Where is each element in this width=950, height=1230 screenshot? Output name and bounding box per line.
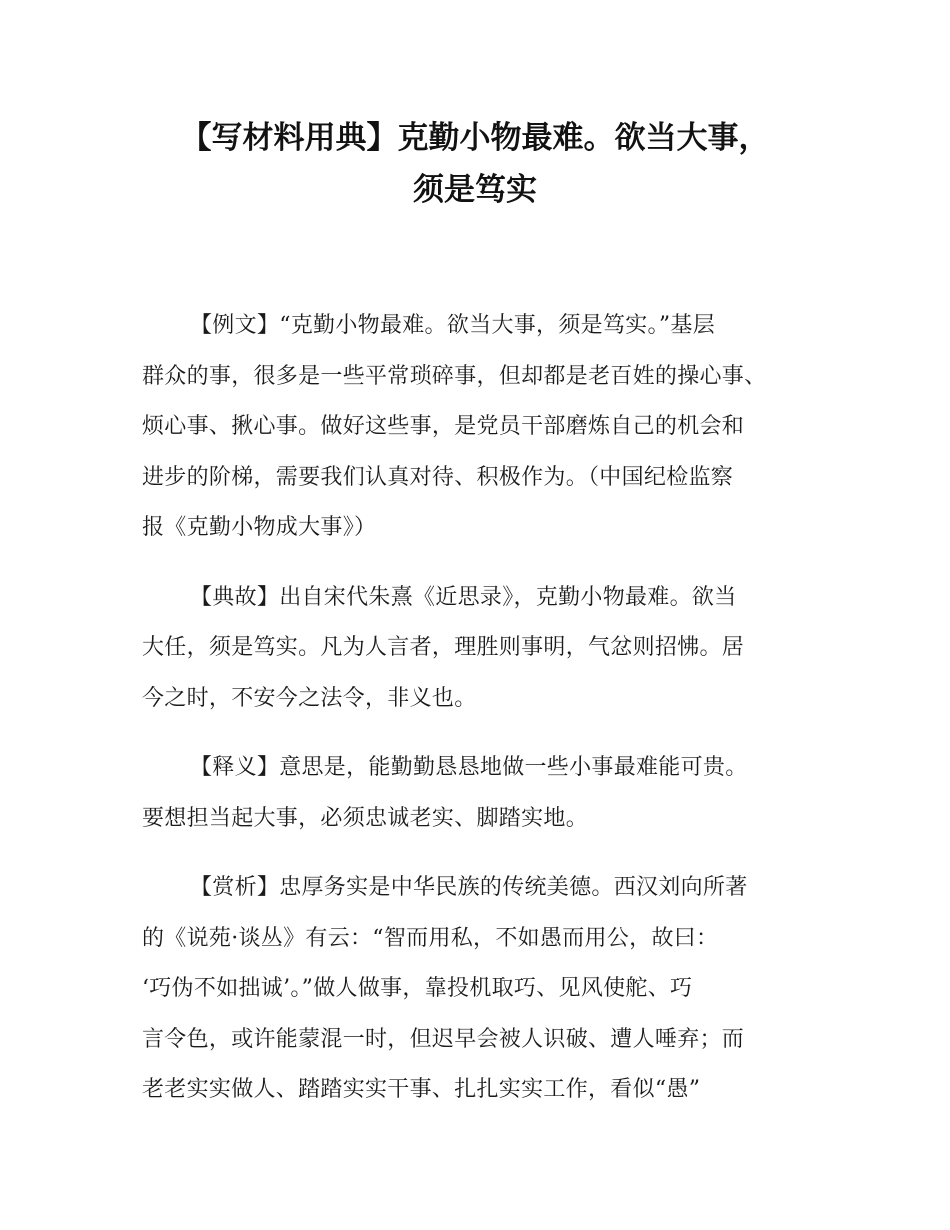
paragraph-line: 今之时，不安今之法令，非义也。 xyxy=(142,685,477,711)
paragraph-line: 老老实实做人、踏踏实实干事、扎扎实实工作，看似“愚” xyxy=(142,1077,701,1102)
paragraph-line: 要想担当起大事，必须忠诚老实、脚踏实地。 xyxy=(142,805,589,831)
paragraph-line: 群众的事，很多是一些平常琐碎事，但却都是老百姓的操心事、 xyxy=(142,363,767,389)
paragraph-line: 大任，须是笃实。凡为人言者，理胜则事明，气忿则招怫。居 xyxy=(142,635,745,660)
document-body xyxy=(142,301,812,1135)
paragraph-line: 的《说苑·谈丛》有云：“智而用私，不如愚而用公，故曰： xyxy=(142,925,719,951)
paragraph-allusion xyxy=(142,573,812,725)
paragraph-line: 【例文】“克勤小物最难。欲当大事，须是笃实。”基层 xyxy=(190,313,715,338)
paragraph-line: 烦心事、揪心事。做好这些事，是党员干部磨炼自己的机会和 xyxy=(142,414,745,439)
paragraph-line: ‘巧伪不如拙诚’。”做人做事，靠投机取巧、见风使舵、巧 xyxy=(142,976,693,1001)
paragraph-line: 言令色，或许能蒙混一时，但迟早会被人识破、遭人唾弃；而 xyxy=(142,1026,745,1052)
paragraph-line: 【典故】出自宋代朱熹《近思录》，克勤小物最难。欲当 xyxy=(190,584,737,610)
paragraph-meaning xyxy=(142,743,812,844)
paragraph-line: 【赏析】忠厚务实是中华民族的传统美德。西汉刘向所著 xyxy=(190,875,748,900)
paragraph-appreciation xyxy=(142,863,812,1116)
title-line-2: 须是笃实 xyxy=(413,172,537,208)
paragraph-line: 报《克勤小物成大事》） xyxy=(142,515,377,540)
paragraph-example xyxy=(142,301,812,554)
title-line-1: 【写材料用典】克勤小物最难。欲当大事， xyxy=(180,120,770,156)
paragraph-line: 进步的阶梯，需要我们认真对待、积极作为。（中国纪检监察 xyxy=(142,464,734,490)
paragraph-line: 【释义】意思是，能勤勤恳恳地做一些小事最难能可贵。 xyxy=(190,755,748,780)
document-title xyxy=(100,112,850,216)
